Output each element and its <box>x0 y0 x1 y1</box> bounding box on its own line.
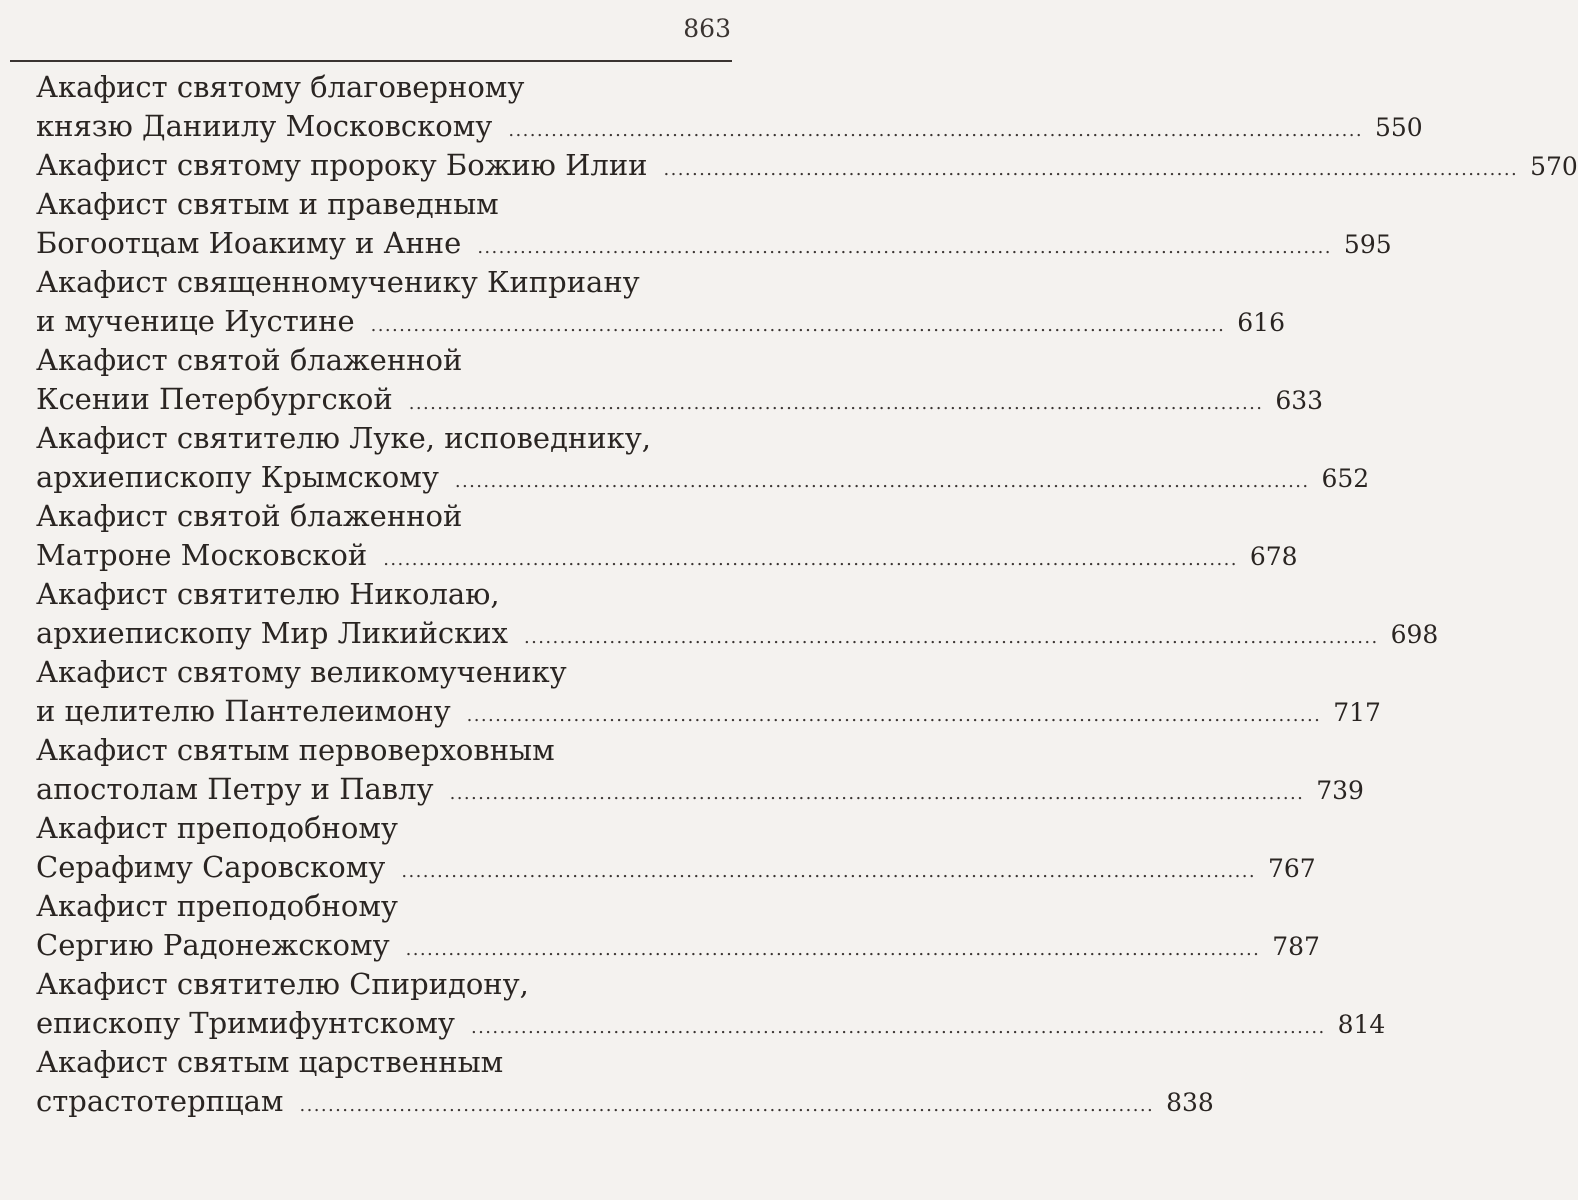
toc-entry-page: 814 <box>1337 1010 1386 1039</box>
toc-entry[interactable] <box>36 68 1423 146</box>
page-number: 863 <box>683 14 731 43</box>
toc-entry-page: 550 <box>1374 113 1423 142</box>
dot-leader: ........................................................................................................................ <box>370 315 1226 336</box>
toc-entry-title-line1: Акафист святому великомученику <box>36 655 567 689</box>
toc-entry[interactable] <box>36 341 1324 419</box>
toc-entry-title-line1: Акафист святой блаженной <box>36 343 463 377</box>
toc-entry-page: 717 <box>1333 698 1381 727</box>
toc-entry-page: 595 <box>1343 230 1392 259</box>
toc-entry-title-line1: Акафист святителю Николаю, <box>36 577 500 611</box>
toc-entry-title-line2: Ксении Петербургской <box>36 382 393 416</box>
toc-entry-page: 616 <box>1237 308 1285 337</box>
toc-entry-page: 698 <box>1390 620 1439 649</box>
toc-entry-title-line2: Сергию Радонежскому <box>36 928 390 962</box>
toc-entry-title-line1: Акафист святым первоверховным <box>36 733 555 767</box>
toc-entry-title-line2: Богоотцам Иоакиму и Анне <box>36 226 462 260</box>
toc-entry[interactable] <box>36 653 1381 731</box>
dot-leader: ........................................................................................................................ <box>383 549 1238 570</box>
table-of-contents <box>36 68 1578 1121</box>
toc-entry-title-line1: Акафист святому благоверному <box>36 70 525 104</box>
header-rule <box>10 60 732 62</box>
toc-entry-title-line2: князю Даниилу Московскому <box>36 109 493 143</box>
toc-entry[interactable] <box>36 497 1298 575</box>
toc-entry-title-line2: и мученице Иустине <box>36 304 355 338</box>
dot-leader: ........................................................................................................................ <box>470 1017 1326 1038</box>
dot-leader: ........................................................................................................................ <box>663 159 1519 180</box>
toc-entry-page: 678 <box>1249 542 1298 571</box>
dot-leader: ........................................................................................................................ <box>477 237 1332 258</box>
dot-leader: ........................................................................................................................ <box>508 120 1363 141</box>
toc-entry-page: 767 <box>1267 854 1316 883</box>
toc-entry[interactable] <box>36 809 1316 887</box>
toc-entry-title-line1: Акафист преподобному <box>36 811 398 845</box>
toc-entry-title-line1: Акафист преподобному <box>36 889 398 923</box>
toc-entry[interactable] <box>36 146 1578 185</box>
toc-entry-title-line2: епископу Тримифунтскому <box>36 1006 455 1040</box>
toc-entry[interactable] <box>36 263 1285 341</box>
toc-entry-title-line1: Акафист святой блаженной <box>36 499 463 533</box>
toc-entry-page: 652 <box>1321 464 1370 493</box>
toc-entry[interactable] <box>36 887 1320 965</box>
toc-entry-page: 739 <box>1316 776 1364 805</box>
toc-entry-title-line2: Серафиму Саровскому <box>36 850 386 884</box>
toc-entry-title-line2: страстотерпцам <box>36 1084 284 1118</box>
dot-leader: ........................................................................................................................ <box>523 627 1379 648</box>
dot-leader: ........................................................................................................................ <box>401 861 1256 882</box>
toc-entry-title-line2: апостолам Петру и Павлу <box>36 772 434 806</box>
dot-leader: ........................................................................................................................ <box>408 393 1264 414</box>
dot-leader: ........................................................................................................................ <box>466 705 1322 726</box>
dot-leader: ........................................................................................................................ <box>299 1095 1155 1116</box>
toc-entry[interactable] <box>36 419 1370 497</box>
toc-entry-title-line2: архиепископу Крымскому <box>36 460 439 494</box>
toc-entry-page: 787 <box>1272 932 1320 961</box>
toc-entry-title-line1: Акафист святым и праведным <box>36 187 499 221</box>
toc-entry-title-line1: Акафист святителю Спиридону, <box>36 967 529 1001</box>
toc-entry-page: 570 <box>1530 152 1578 181</box>
toc-entry-page: 838 <box>1166 1088 1214 1117</box>
dot-leader: ........................................................................................................................ <box>449 783 1305 804</box>
toc-entry[interactable] <box>36 731 1364 809</box>
toc-entry[interactable] <box>36 185 1392 263</box>
toc-entry-title-line1: Акафист святителю Луке, исповеднику, <box>36 421 651 455</box>
toc-entry-title-line2: Матроне Московской <box>36 538 368 572</box>
toc-entry[interactable] <box>36 575 1439 653</box>
toc-entry-title-line1: Акафист святым царственным <box>36 1045 504 1079</box>
toc-entry[interactable] <box>36 965 1386 1043</box>
toc-entry-title-line2: и целителю Пантелеимону <box>36 694 451 728</box>
toc-entry-title-line2: архиепископу Мир Ликийских <box>36 616 508 650</box>
dot-leader: ........................................................................................................................ <box>454 471 1310 492</box>
toc-entry[interactable] <box>36 1043 1214 1121</box>
toc-entry-title-line1: Акафист священномученику Киприану <box>36 265 640 299</box>
dot-leader: ........................................................................................................................ <box>405 939 1261 960</box>
toc-entry-page: 633 <box>1275 386 1324 415</box>
toc-entry-title-line2: Акафист святому пророку Божию Илии <box>36 148 648 182</box>
